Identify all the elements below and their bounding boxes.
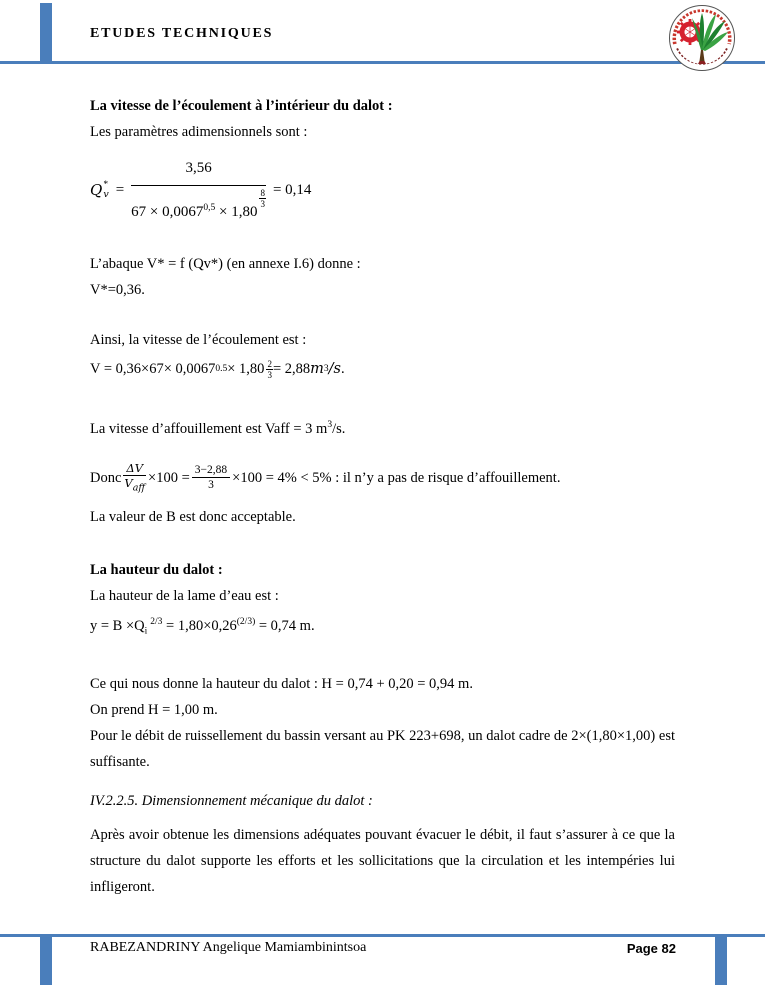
footer-rule xyxy=(0,934,765,937)
heading-dimensionnement-mecanique: IV.2.2.5. Dimensionnement mécanique du dalot : xyxy=(90,792,373,809)
para-lame-eau: La hauteur de la lame d’eau est : xyxy=(90,587,279,604)
para-valeur-b: La valeur de B est donc acceptable. xyxy=(90,508,296,525)
formula-affouillement xyxy=(90,458,675,498)
formula-affouillement-frac1-num: ΔV xyxy=(123,461,146,476)
formula-affouillement-lead: Donc xyxy=(90,469,122,486)
formula-y-b: = 1,80×0,26 xyxy=(162,617,237,634)
heading-vitesse-ecoulement: La vitesse de l’écoulement à l’intérieur du dalot : xyxy=(90,98,393,114)
document-body xyxy=(90,64,675,900)
formula-v-exp1: 0.5 xyxy=(215,364,228,374)
formula-affouillement-frac1-den xyxy=(123,476,146,495)
footer-accent-bar-right xyxy=(715,937,727,985)
formula-qv-exp-fraction xyxy=(259,189,266,208)
para-on-prend: On prend H = 1,00 m. xyxy=(90,701,218,718)
para-pk: Pour le débit de ruissellement du bassin versant au PK 223+698, un dalot cadre de 2×(1,80×1,00) est suffisante. xyxy=(90,727,675,770)
formula-v xyxy=(90,354,675,384)
formula-affouillement-den-base: V xyxy=(124,475,133,490)
formula-v-b: × 1,80 xyxy=(227,361,265,377)
formula-v-exp-den: 3 xyxy=(267,369,272,380)
formula-affouillement-frac2 xyxy=(192,463,230,492)
header-title: ETUDES TECHNIQUES xyxy=(90,26,274,41)
formula-qv-result: = 0,14 xyxy=(272,182,312,198)
para-hauteur-calcul: Ce qui nous donne la hauteur du dalot : H = 0,74 + 0,20 = 0,94 m. xyxy=(90,675,473,692)
formula-qv-sub: v xyxy=(103,189,109,200)
formula-y-a: y = B ×Q xyxy=(90,617,145,634)
formula-affouillement-rest: ×100 = 4% < 5% : il n’y a pas de risque d’affouillement. xyxy=(232,469,561,486)
formula-v-exp-num: 2 xyxy=(267,358,272,369)
para-ainsi: Ainsi, la vitesse de l’écoulement est : xyxy=(90,332,307,348)
formula-y-sup2: (2/3) xyxy=(236,616,256,627)
para-abaque: L’abaque V* = f (Qv*) (en annexe I.6) donne : xyxy=(90,256,361,272)
formula-affouillement-frac2-den: 3 xyxy=(208,479,214,492)
formula-qv-supsub xyxy=(103,181,108,199)
formula-v-end: . xyxy=(340,361,345,377)
formula-qv-equals: = xyxy=(115,182,125,198)
footer-accent-bar-left xyxy=(40,937,52,985)
formula-qv-sup: * xyxy=(103,180,109,190)
para-vaff-b: /s. xyxy=(332,420,346,437)
formula-qv-numerator: 3,56 xyxy=(131,155,266,186)
para-parametres: Les paramètres adimensionnels sont : xyxy=(90,124,308,140)
formula-v-unit-sup: 3 xyxy=(323,364,329,374)
formula-v-unit: m xyxy=(310,361,324,377)
footer-author: RABEZANDRINY Angelique Mamiambinintsoa xyxy=(90,940,367,955)
para-vaff-a: La vitesse d’affouillement est Vaff = 3 m xyxy=(90,420,328,437)
formula-qv-exp-den: 3 xyxy=(260,199,265,209)
formula-y xyxy=(90,609,675,645)
formula-qv-den2: × 1,80 xyxy=(215,204,258,220)
university-logo-icon xyxy=(668,4,736,72)
formula-qv-exp-num: 8 xyxy=(260,188,265,198)
header-accent-bar xyxy=(40,3,52,62)
formula-v-c: = 2,88 xyxy=(272,361,311,377)
para-vaff-sup: 3 xyxy=(327,420,333,430)
formula-affouillement-frac2-num: 3−2,88 xyxy=(192,463,230,478)
formula-qv xyxy=(90,162,675,218)
formula-qv-fraction xyxy=(131,155,266,225)
formula-v-unit-rest: /s xyxy=(328,361,341,377)
formula-affouillement-mid: ×100 = xyxy=(148,469,190,486)
university-emblem-svg xyxy=(668,4,736,72)
para-apres: Après avoir obtenue les dimensions adéquates pouvant évacuer le débit, il faut s’assurer à ce que la structure du dalot supporte les efforts et les sollicitations que la circulation et les intempéries lui infligeront. xyxy=(90,826,675,895)
para-vstar: V*=0,36. xyxy=(90,282,145,298)
formula-qv-denominator xyxy=(131,186,266,225)
para-vaff xyxy=(90,412,675,442)
formula-y-c: = 0,74 m. xyxy=(255,617,315,634)
formula-y-sup1: 2/3 xyxy=(150,616,163,627)
formula-affouillement-den-sub: aff xyxy=(132,481,146,493)
heading-hauteur-dalot: La hauteur du dalot : xyxy=(90,561,223,578)
formula-qv-lhs: Q xyxy=(90,181,103,199)
formula-qv-den1: 67 × 0,0067 xyxy=(131,204,204,220)
formula-qv-den1-exp: 0,5 xyxy=(203,203,216,213)
formula-v-a: V = 0,36×67× 0,0067 xyxy=(90,361,216,377)
footer-page-number: Page 82 xyxy=(626,941,676,956)
formula-y-sub: i xyxy=(144,626,148,637)
formula-affouillement-frac1 xyxy=(123,461,146,495)
